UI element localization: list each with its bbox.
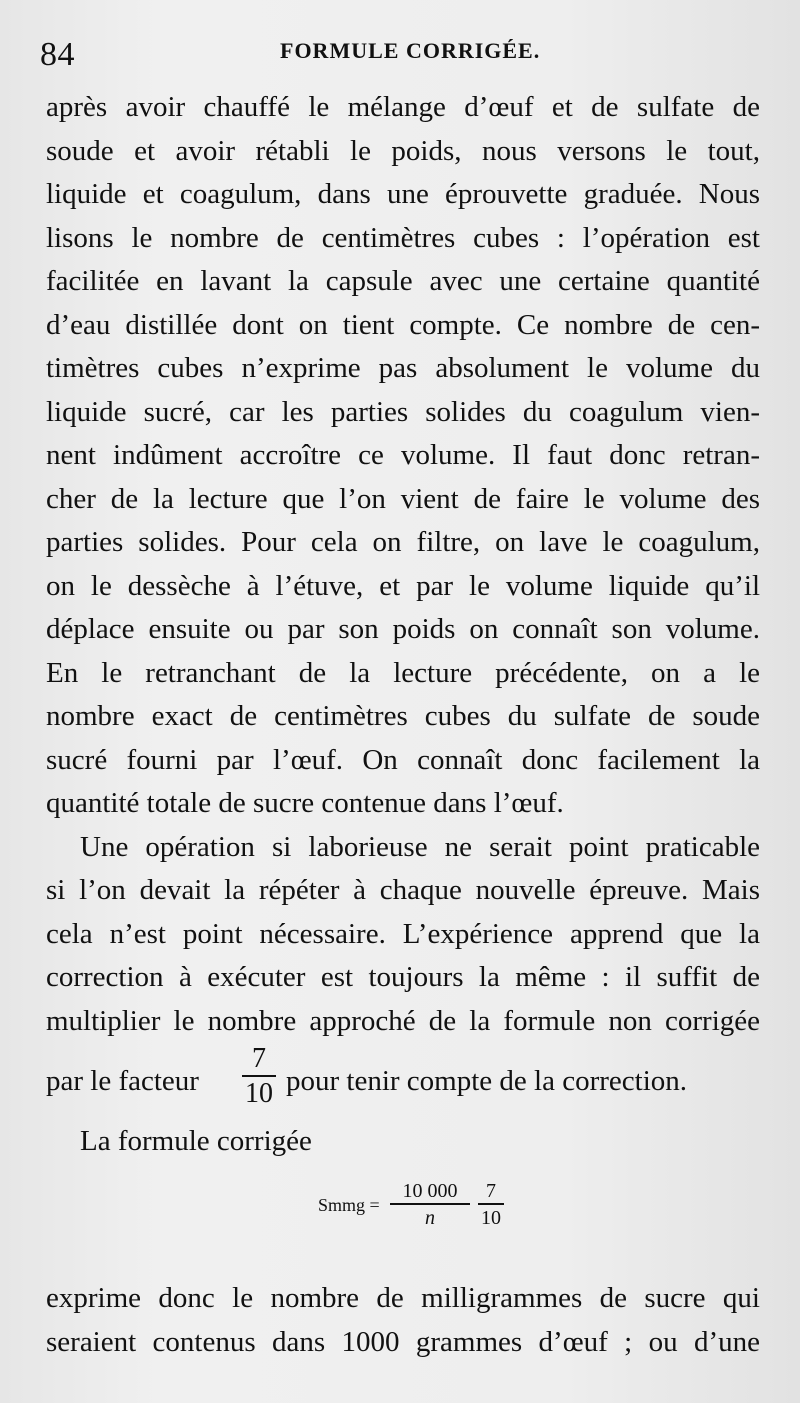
fraction-numerator: 7 <box>252 1043 266 1074</box>
fraction-line <box>46 1043 760 1115</box>
text-line: timètres cubes n’exprime pas absolument le volume du <box>46 352 760 384</box>
fraction-line-before: par le facteur <box>46 1065 199 1097</box>
text-line: nombre exact de centimètres cubes du sulfate de soude <box>46 700 760 732</box>
text-line: facilitée en lavant la capsule avec une certaine quantité <box>46 265 760 297</box>
text-line: cela n’est point nécessaire. L’expérience apprend que la <box>46 917 760 950</box>
text-line: sucré fourni par l’œuf. On connaît donc facilement la <box>46 743 760 776</box>
text-line: après avoir chauffé le mélange d’œuf et de sulfate de <box>46 91 760 123</box>
text-line: seraient contenus dans 1000 grammes d’œuf ; ou d’une <box>46 1325 760 1358</box>
formula-fraction-1 <box>390 1179 470 1231</box>
text-line: parties solides. Pour cela on filtre, on lave le coagulum, <box>46 526 760 558</box>
page-number: 84 <box>40 36 75 73</box>
formula-fraction-2-denominator: 10 <box>481 1206 501 1229</box>
page-header <box>40 28 755 78</box>
text-line: liquide et coagulum, dans une éprouvette graduée. Nous <box>46 178 760 210</box>
body-text <box>46 86 760 1364</box>
fraction-seven-tenths <box>240 1043 278 1111</box>
formula-fraction-1-denominator: n <box>425 1206 435 1229</box>
text-line: exprime donc le nombre de milligrammes de sucre qui <box>46 1282 760 1314</box>
fraction-denominator: 10 <box>245 1078 273 1109</box>
text-line: liquide sucré, car les parties solides du coagulum vien- <box>46 395 760 428</box>
fraction-line-after: pour tenir compte de la correction. <box>286 1065 688 1097</box>
text-line: lisons le nombre de centimètres cubes : l’opération est <box>46 221 760 254</box>
text-line: soude et avoir rétabli le poids, nous versons le tout, <box>46 134 760 167</box>
text-line: quantité totale de sucre contenue dans l’œuf. <box>46 787 564 819</box>
formula-fraction-2-numerator: 7 <box>486 1180 496 1202</box>
text-line: d’eau distillée dont on tient compte. Ce nombre de cen- <box>46 308 760 341</box>
running-title: FORMULE CORRIGÉE. <box>280 38 541 63</box>
text-line: si l’on devait la répéter à chaque nouvelle épreuve. Mais <box>46 874 760 906</box>
formula <box>46 1167 760 1277</box>
text-line: En le retranchant de la lecture précédente, on a le <box>46 656 760 689</box>
text-line: nent indûment accroître ce volume. Il faut donc retran- <box>46 439 760 471</box>
formula-fraction-1-numerator: 10 000 <box>402 1180 458 1202</box>
formula-lhs: Smmg = <box>318 1195 380 1215</box>
text-line: déplace ensuite ou par son poids on connaît son volume. <box>46 613 760 645</box>
formula-label: La formule corrigée <box>80 1125 312 1157</box>
text-line: multiplier le nombre approché de la formule non corrigée <box>46 1004 760 1037</box>
text-line: correction à exécuter est toujours la même : il suffit de <box>46 961 760 993</box>
text-line: Une opération si laborieuse ne serait point praticable <box>80 830 760 863</box>
formula-fraction-2 <box>478 1179 504 1231</box>
text-line: on le dessèche à l’étuve, et par le volume liquide qu’il <box>46 569 760 602</box>
text-line: cher de la lecture que l’on vient de faire le volume des <box>46 482 760 515</box>
